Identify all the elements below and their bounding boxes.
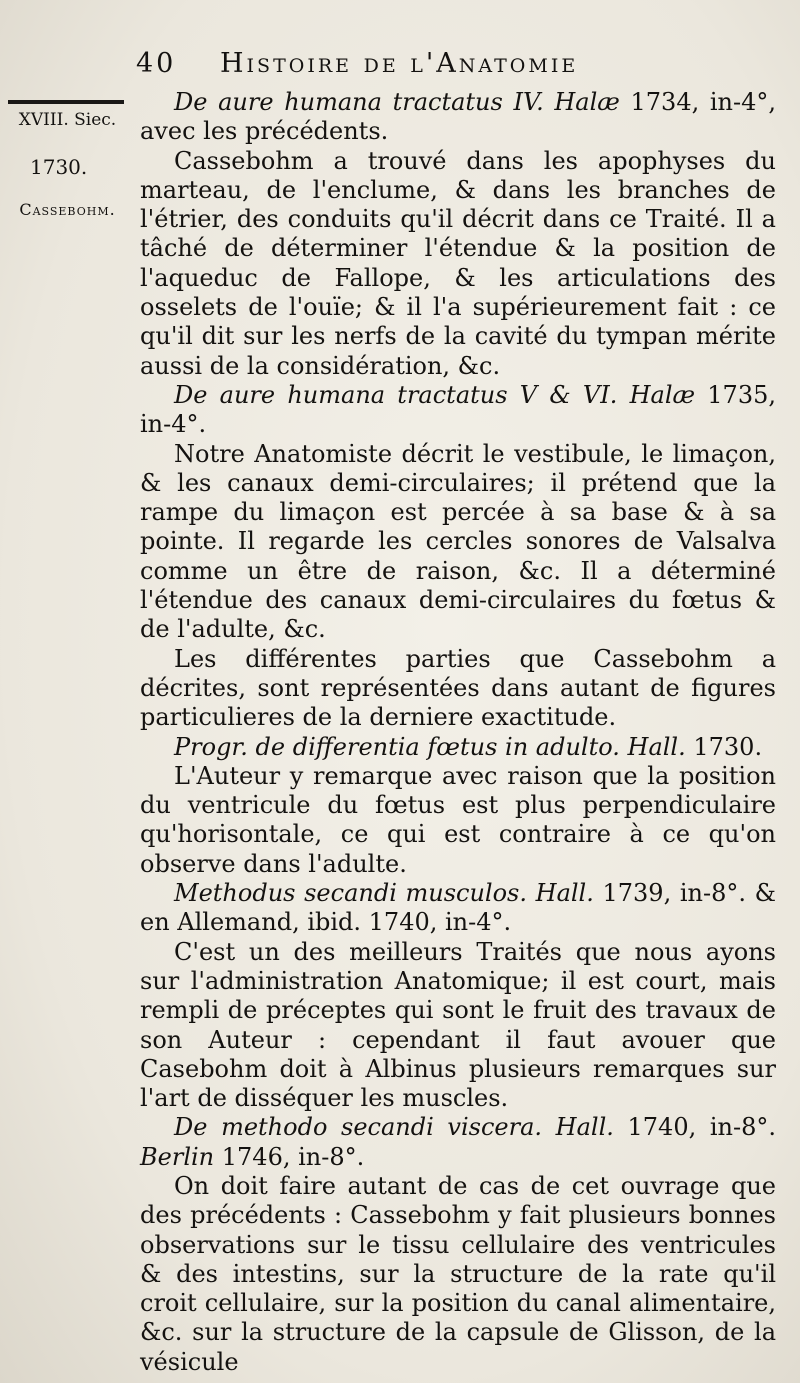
margin-rule (8, 100, 124, 104)
paragraph-6: On doit faire autant de cas de cet ouvrage que des précédents : Cassebohm y fait plusieurs bonnes observations sur le tissu cellulaire des ventricules & des intestins, sur la structure de la rate qu'il croit cellulaire, sur la position du canal alimentaire, &c. sur la structure de la capsule de Glisson, de la vésicule (140, 1171, 776, 1376)
citation-3: Progr. de differentia fœtus in adulto. Hall. 1730. (174, 732, 763, 761)
main-text (140, 88, 776, 1377)
citation-1: De aure humana tractatus IV. Halæ 1734, in-4°, avec les précédents. (140, 88, 777, 146)
margin-century: XVIII. Siec. (18, 110, 117, 130)
page-number: 40 (136, 48, 177, 79)
margin-author: Cassebohm. (19, 200, 116, 219)
paragraph-4: L'Auteur y remarque avec raison que la position du ventricule du fœtus est plus perpendiculaire qu'horisontale, ce qui est contraire à ce qu'on observe dans l'adulte. (140, 761, 776, 878)
citation-4: Methodus secandi musculos. Hall. 1739, in-8°. & en Allemand, ibid. 1740, in-4°. (140, 879, 776, 937)
citation-2: De aure humana tractatus V & VI. Halæ 1735, in-4°. (140, 380, 776, 439)
paragraph-5: C'est un des meilleurs Traités que nous ayons sur l'administration Anatomique; il est court, mais rempli de préceptes qui sont le fruit des travaux de son Auteur : cependant il faut avouer que Casebohm doit à Albinus plusieurs remarques sur l'art de disséquer les muscles. (140, 937, 776, 1113)
paragraph-1: Cassebohm a trouvé dans les apophyses du marteau, de l'enclume, & dans les branches de l'étrier, des conduits qu'il décrit dans ce Traité. Il a tâché de déterminer l'étendue & la position de l'aqueduc de Fallope, & les articulations des osselets de l'ouïe; & il l'a supérieurement fait : ce qu'il dit sur les nerfs de la cavité du tympan mérite aussi de la considération, &c. (140, 146, 776, 380)
citation-5: De methodo secandi viscera. Hall. 1740, in-8°. Berlin 1746, in-8°. (140, 1113, 777, 1171)
margin-year: 1730. (30, 155, 88, 179)
running-title: Histoire de l'Anatomie (220, 48, 579, 79)
paragraph-2: Notre Anatomiste décrit le vestibule, le limaçon, & les canaux demi-circulaires; il prétend que la rampe du limaçon est percée à sa base & à sa pointe. Il regarde les cercles sonores de Valsalva comme un être de raison, &c. Il a déterminé l'étendue des canaux demi-circulaires du fœtus & de l'adulte, &c. (140, 439, 776, 644)
paragraph-3: Les différentes parties que Cassebohm a décrites, sont représentées dans autant de figures particulieres de la derniere exactitude. (140, 644, 776, 732)
page-header (136, 48, 776, 88)
